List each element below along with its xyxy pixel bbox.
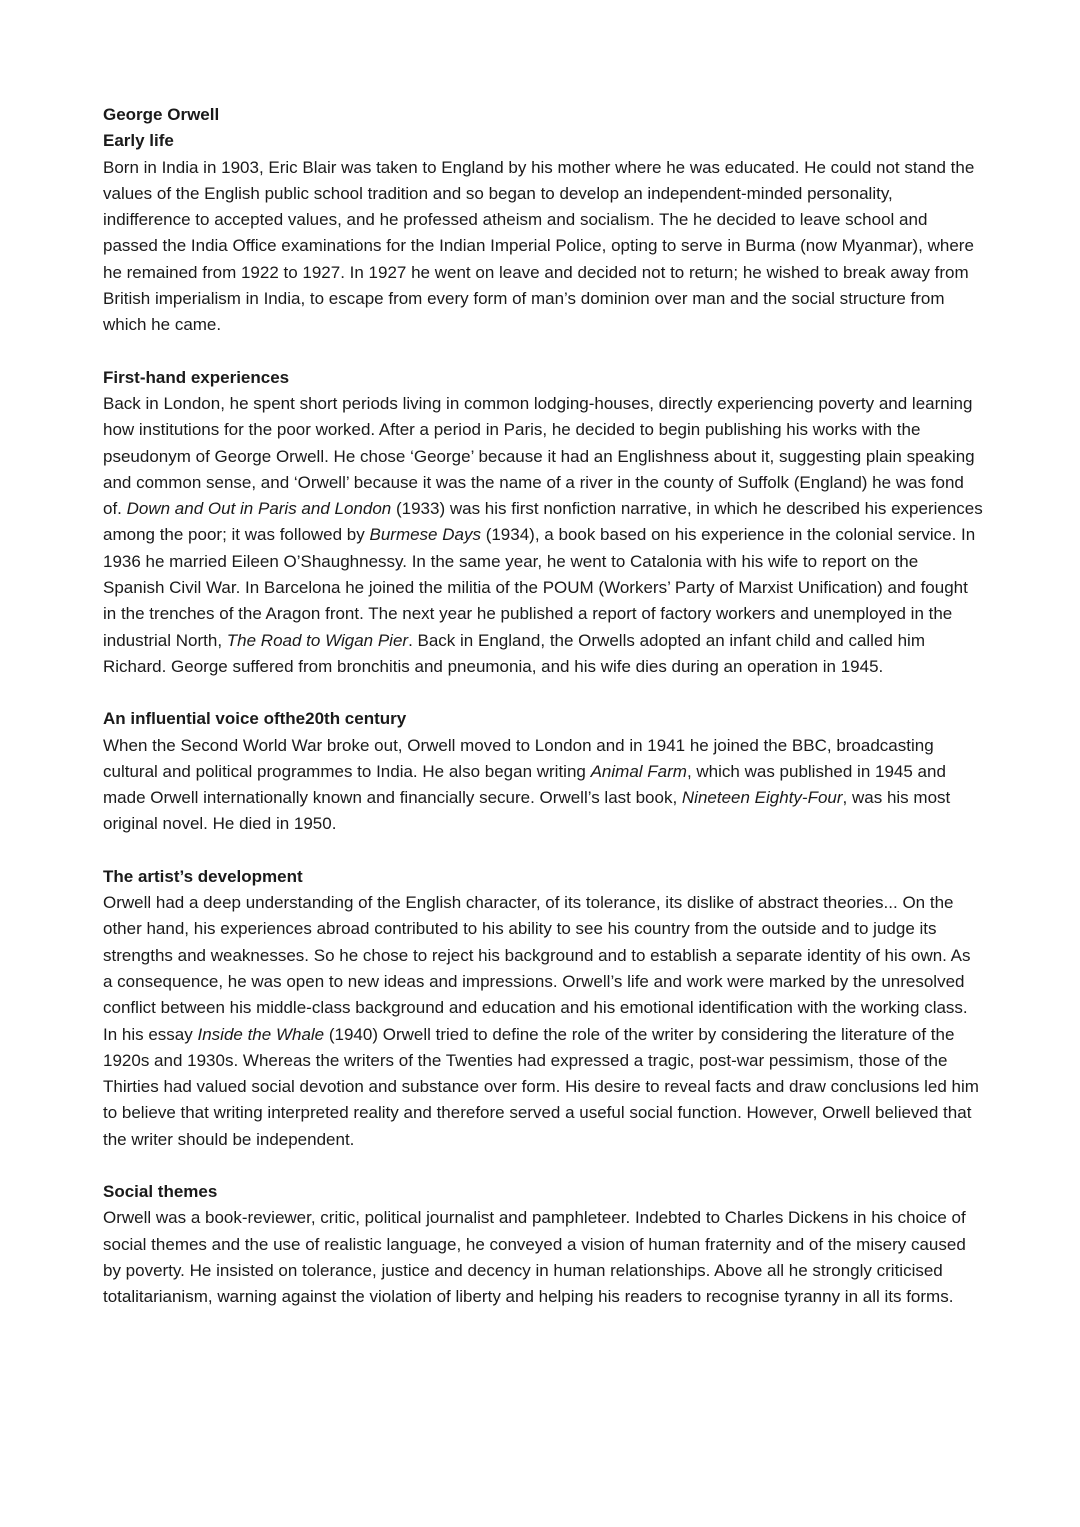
section-social-themes — [103, 1179, 983, 1310]
essay-title: Inside the Whale — [197, 1024, 325, 1044]
section-artists-development — [103, 864, 983, 1153]
section-heading: Social themes — [103, 1181, 218, 1201]
text-segment: Born in India in 1903, Eric Blair was taken to England by his mother where he was educated. He could not stand the values of the English public school tradition and so began to develop an independent-minded personality, indifference to accepted values, and he professed atheism and socialism. The he decided to leave school and passed the India Office examinations for the Indian Imperial Police, opting to serve in Burma (now Myanmar), where he remained from 1922 to 1927. In 1927 he went on leave and decided not to return; he wished to break away from British imperialism in India, to escape from every form of man’s dominion over man and the social structure from which he came. — [103, 157, 975, 335]
section-paragraph — [103, 1205, 983, 1310]
document-title: George Orwell — [103, 105, 220, 124]
text-segment: , which was published in 1945 and made Orwell internationally known and financially secure. Orwell’s last book, — [103, 761, 946, 808]
text-segment: (1934), a book based on his experience in the colonial service. In 1936 he married Eileen O’Shaughnessy. In the same year, he went to Catalonia with his wife to report on the Spanish Civil War. In Barcelona he joined the militia of the POUM (Workers’ Party of Marxist Unification) and fought in the trenches of the Aragon front. The next year he published a report of factory workers and unemployed in the industrial North, — [103, 525, 976, 650]
section-first-hand-experiences — [103, 365, 983, 681]
book-title: The Road to Wigan Pier — [226, 630, 409, 650]
section-paragraph — [103, 890, 983, 1153]
section-heading: First-hand experiences — [103, 367, 290, 387]
text-segment: Orwell had a deep understanding of the English character, of its tolerance, its dislike of abstract theories... On the other hand, his experiences abroad contributed to his ability to see his country from the outside and to judge its strengths and weaknesses. So he chose to reject his background and to establish a separate identity of his own. As a consequence, he was open to new ideas and impressions. Orwell’s life and work were marked by the unresolved conflict between his middle-class background and education and his emotional identification with the working class. In his essay — [103, 893, 971, 1044]
text-segment: , was his most original novel. He died in 1950. — [103, 788, 951, 834]
document-page — [103, 102, 983, 1336]
section-influential-voice — [103, 706, 983, 837]
text-segment: . Back in England, the Orwells adopted an infant child and called him Richard. George suffered from bronchitis and pneumonia, and his wife dies during an operation in 1945. — [103, 630, 925, 676]
section-heading: Early life — [103, 131, 174, 151]
section-heading: An influential voice ofthe20th century — [103, 709, 407, 729]
text-segment: Back in London, he spent short periods living in common lodging-houses, directly experiencing poverty and learning how institutions for the poor worked. After a period in Paris, he decided to begin publishing his works with the pseudonym of George Orwell. He chose ‘George’ because it had an Englishness about it, suggesting plain speaking and common sense, and ‘Orwell’ because it was the name of a river in the county of Suffolk (England) he was fond of. — [103, 393, 975, 519]
book-title: Down and Out in Paris and London — [126, 499, 392, 519]
text-segment: When the Second World War broke out, Orwell moved to London and in 1941 he joined the BBC, broadcasting cultural and political programmes to India. He also began writing — [103, 735, 934, 781]
book-title: Animal Farm — [590, 761, 687, 781]
text-segment: (1940) Orwell tried to define the role of the writer by considering the literature of the 1920s and 1930s. Whereas the writers of the Twenties had expressed a tragic, post-war pessimism, those of the Thirties had valued social devotion and substance over form. His desire to reveal facts and draw conclusions led him to believe that writing interpreted reality and therefore served a useful social function. However, Orwell believed that the writer should be independent. — [103, 1024, 979, 1149]
section-paragraph — [103, 155, 983, 339]
book-title: Burmese Days — [369, 525, 481, 545]
section-heading: The artist’s development — [103, 866, 303, 886]
section-paragraph — [103, 733, 983, 838]
text-segment: Orwell was a book-reviewer, critic, political journalist and pamphleteer. Indebted to Charles Dickens in his choice of social themes and the use of realistic language, he conveyed a vision of human fraternity and of the misery caused by poverty. He insisted on tolerance, justice and decency in human relationships. Above all he strongly criticised totalitarianism, warning against the violation of liberty and helping his readers to recognise tyranny in all its forms. — [103, 1208, 966, 1307]
section-paragraph — [103, 391, 983, 680]
text-segment: (1933) was his first nonfiction narrative, in which he described his experiences among the poor; it was followed by — [103, 499, 983, 545]
section-early-life — [103, 128, 983, 338]
book-title: Nineteen Eighty-Four — [681, 788, 843, 808]
